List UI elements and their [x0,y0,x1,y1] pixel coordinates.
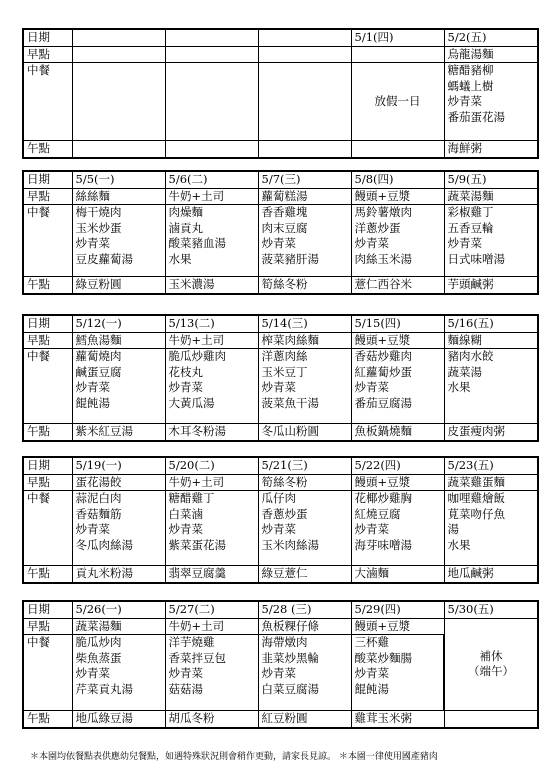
date-cell: 5/29(四) [351,601,444,618]
lunch-cell-line: 香菇麵筋 [75,506,122,521]
snack-cell: 地瓜綠豆湯 [72,711,165,728]
row-label-snack: 午點 [23,566,72,583]
row-label-date: 日期 [23,171,72,188]
breakfast-cell [258,46,351,63]
lunch-cell [258,205,351,277]
lunch-cell [258,491,351,566]
lunch-cell-line: 酸菜豬血湯 [168,236,226,250]
lunch-cell-line: 脆瓜炒雞肉 [168,349,226,363]
date-cell: 5/13(二) [165,315,258,332]
lunch-cell-line: 紫菜蛋花湯 [168,537,226,552]
lunch-cell-line: 肉絲玉米湯 [354,251,412,266]
date-cell [72,29,165,46]
breakfast-cell: 牛奶+土司 [165,618,258,635]
breakfast-cell: 蛋花湯餃 [72,474,165,491]
lunch-cell-line: 番茄豆腐湯 [354,395,412,410]
lunch-cell-line: 紅蘿蔔炒蛋 [354,364,412,379]
lunch-cell [258,63,351,141]
snack-cell: 紅豆粉圓 [258,711,351,728]
snack-cell: 玉米濃湯 [165,277,258,294]
lunch-cell-line: 炒青菜 [168,522,203,536]
lunch-cell-line: 炒青菜 [261,522,296,536]
lunch-cell-line: 鹹蛋豆腐 [75,364,122,379]
lunch-cell [165,349,258,424]
lunch-cell-line: 豆皮蘿蔔湯 [75,251,133,266]
breakfast-cell: 烏龍湯麵 [444,46,538,63]
row-label-lunch: 中餐 [23,635,72,711]
date-cell: 5/2(五) [444,29,538,46]
lunch-cell-line: 湯 [447,522,459,536]
date-cell: 5/1(四) [351,29,444,46]
lunch-cell-line: 大黃瓜湯 [168,395,215,410]
lunch-cell-line: 炒青菜 [261,236,296,250]
lunch-cell-line: 梅干燒肉 [75,205,122,219]
snack-cell: 筍絲冬粉 [258,277,351,294]
date-cell: 5/16(五) [444,315,538,332]
holiday-cell: 放假一日 [351,63,444,141]
date-cell: 5/22(四) [351,457,444,474]
lunch-cell-line: 瓜仔肉 [261,491,296,505]
date-cell: 5/5(一) [72,171,165,188]
lunch-cell-line: 咖哩雞燴飯 [447,491,505,505]
lunch-cell-line: 五香豆輪 [447,220,494,235]
date-cell: 5/26(一) [72,601,165,618]
lunch-cell-line: 番茄蛋花湯 [447,109,505,124]
row-label-breakfast: 早點 [23,188,72,205]
date-cell: 5/9(五) [444,171,538,188]
lunch-cell-line: 炒青菜 [261,380,296,394]
breakfast-cell: 牛奶+土司 [165,332,258,349]
date-cell: 5/23(五) [444,457,538,474]
date-cell: 5/27(二) [165,601,258,618]
snack-cell: 紫米紅豆湯 [72,424,165,441]
lunch-cell-line: 炒青菜 [75,666,110,680]
lunch-cell-line: 莧菜吻仔魚 [447,506,505,521]
lunch-cell-line: 菠菜豬肝湯 [261,251,319,266]
rest-day-cell-line: 補休 [479,648,503,663]
lunch-cell-line: 洋蔥肉絲 [261,349,308,363]
lunch-cell-line: 炒青菜 [447,236,482,250]
breakfast-cell: 筍絲冬粉 [258,474,351,491]
rest-day-cell-line: （端午） [468,664,514,679]
breakfast-cell: 牛奶+土司 [165,188,258,205]
snack-cell: 翡翠豆腐羹 [165,566,258,583]
lunch-cell [72,63,165,141]
date-cell: 5/28 (三) [258,601,351,618]
snack-cell: 冬瓜山粉圓 [258,424,351,441]
row-label-date: 日期 [23,457,72,474]
date-cell: 5/14(三) [258,315,351,332]
snack-cell [72,141,165,158]
lunch-cell-line: 白菜滷 [168,506,203,521]
snack-cell: 海鮮粥 [444,141,538,158]
lunch-cell-line: 螞蟻上樹 [447,78,494,93]
lunch-cell-line: 香菇炒雞肉 [354,349,412,363]
breakfast-cell: 饅頭+豆漿 [351,332,444,349]
lunch-cell-line: 紅燒豆腐 [354,506,401,521]
lunch-cell-line: 香香雞塊 [261,205,308,219]
snack-cell: 雞茸玉米粥 [351,711,444,728]
date-cell [165,29,258,46]
week-table [22,170,539,295]
lunch-cell-line: 菠菜魚干湯 [261,395,319,410]
week-table [22,28,539,159]
lunch-cell-line: 香菜拌豆包 [168,650,226,665]
date-cell: 5/8(四) [351,171,444,188]
date-cell: 5/19(一) [72,457,165,474]
breakfast-cell: 蘿蔔糕湯 [258,188,351,205]
date-cell: 5/6(二) [165,171,258,188]
lunch-cell-line: 炒青菜 [168,666,203,680]
lunch-cell-line: 洋芋燒雞 [168,635,215,649]
snack-cell: 大滷麵 [351,566,444,583]
lunch-cell-line: 冬瓜肉絲湯 [75,537,133,552]
breakfast-cell: 魚板粿仔條 [258,618,351,635]
breakfast-cell: 蔬菜湯麵 [72,618,165,635]
lunch-cell-line: 蘿蔔燒肉 [75,349,122,363]
date-cell: 5/20(二) [165,457,258,474]
lunch-cell-line: 炒青菜 [354,522,389,536]
snack-cell [351,141,444,158]
lunch-cell-line: 蔬菜湯 [447,364,482,379]
snack-cell: 綠豆薏仁 [258,566,351,583]
row-label-lunch: 中餐 [23,205,72,277]
lunch-cell-line: 韭菜炒黑輪 [261,650,319,665]
lunch-cell-line: 柴魚蒸蛋 [75,650,122,665]
lunch-cell-line: 彩椒雞丁 [447,205,494,219]
breakfast-cell: 蔬菜雞蛋麵 [444,474,538,491]
lunch-cell [72,491,165,566]
lunch-cell-line: 香蔥炒蛋 [261,506,308,521]
lunch-cell [351,205,444,277]
date-cell: 5/21(三) [258,457,351,474]
lunch-cell-line: 酸菜炒麵腸 [354,650,412,665]
snack-cell: 薏仁西谷米 [351,277,444,294]
snack-cell: 胡瓜冬粉 [165,711,258,728]
lunch-cell-line: 炒青菜 [354,236,389,250]
lunch-cell-line: 白菜豆腐湯 [261,681,319,696]
breakfast-cell: 榨菜肉絲麵 [258,332,351,349]
snack-cell: 皮蛋瘦肉粥 [444,424,538,441]
snack-cell [258,141,351,158]
lunch-cell-line: 糖醋雞丁 [168,491,215,505]
lunch-cell-line: 花枝丸 [168,364,203,379]
lunch-cell-line: 炒青菜 [261,666,296,680]
row-label-lunch: 中餐 [23,63,72,141]
row-label-lunch: 中餐 [23,349,72,424]
row-label-lunch: 中餐 [23,491,72,566]
snack-cell: 魚板鍋燒麵 [351,424,444,441]
lunch-cell-line: 水果 [168,251,192,266]
lunch-cell [258,349,351,424]
lunch-cell-line: 玉米肉絲湯 [261,537,319,552]
lunch-cell-line: 花椰炒雞胸 [354,491,412,505]
lunch-cell [351,491,444,566]
lunch-cell [258,635,351,711]
lunch-cell [444,205,538,277]
breakfast-cell [351,46,444,63]
row-label-breakfast: 早點 [23,618,72,635]
date-cell: 5/12(一) [72,315,165,332]
row-label-date: 日期 [23,601,72,618]
lunch-cell-line: 肉末豆腐 [261,220,308,235]
breakfast-cell [72,46,165,63]
breakfast-cell: 鱈魚湯麵 [72,332,165,349]
lunch-cell-line: 菇菇湯 [168,681,203,696]
lunch-cell-line: 日式味噌湯 [447,251,505,266]
lunch-cell-line: 炒青菜 [354,666,389,680]
lunch-cell [165,635,258,711]
snack-cell: 地瓜鹹粥 [444,566,538,583]
lunch-cell-line: 水果 [447,537,471,552]
rest-day-cell [444,618,538,711]
row-label-breakfast: 早點 [23,474,72,491]
snack-cell [165,141,258,158]
lunch-cell-line: 餛飩湯 [75,395,110,410]
lunch-cell-line: 海芽味噌湯 [354,537,412,552]
lunch-cell [165,63,258,141]
lunch-cell-line: 炒青菜 [75,522,110,536]
breakfast-cell: 牛奶+土司 [165,474,258,491]
breakfast-cell: 絲絲麵 [72,188,165,205]
snack-cell: 芋頭鹹粥 [444,277,538,294]
lunch-cell [444,63,538,141]
row-label-snack: 午點 [23,424,72,441]
lunch-cell [444,491,538,566]
date-cell: 5/15(四) [351,315,444,332]
row-label-breakfast: 早點 [23,332,72,349]
lunch-cell-line: 海帶燉肉 [261,635,308,649]
lunch-cell [444,349,538,424]
lunch-cell [165,491,258,566]
date-cell: 5/30(五) [444,601,538,618]
lunch-cell-line: 玉米炒蛋 [75,220,122,235]
lunch-cell-line: 馬鈴薯燉肉 [354,205,412,219]
row-label-breakfast: 早點 [23,46,72,63]
lunch-cell [165,205,258,277]
lunch-cell-line: 三杯雞 [354,635,389,649]
lunch-cell [72,349,165,424]
lunch-cell-line: 滷貢丸 [168,220,203,235]
week-table [22,600,539,729]
lunch-cell-line: 炒青菜 [354,380,389,394]
lunch-cell-line: 水果 [447,380,471,394]
lunch-cell [72,635,165,711]
breakfast-cell [165,46,258,63]
row-label-snack: 午點 [23,141,72,158]
week-table [22,314,539,442]
lunch-cell-line: 炒青菜 [168,380,203,394]
lunch-cell-line: 洋蔥炒蛋 [354,220,401,235]
breakfast-cell: 饅頭+豆漿 [351,618,444,635]
lunch-cell-line: 炒青菜 [75,380,110,394]
row-label-snack: 午點 [23,277,72,294]
lunch-cell-line: 餛飩湯 [354,681,389,696]
lunch-cell-line: 脆瓜炒肉 [75,635,122,649]
snack-cell: 木耳冬粉湯 [165,424,258,441]
breakfast-cell: 蔬菜湯麵 [444,188,538,205]
breakfast-cell: 麵線糊 [444,332,538,349]
lunch-cell-line: 炒青菜 [75,236,110,250]
footnote: ＊本園均依餐點表供應幼兒餐點，如遇特殊狀況則會稍作更動，請家長見諒。 ＊本園一律使用國產豬肉 [30,752,438,762]
lunch-cell [72,205,165,277]
row-label-snack: 午點 [23,711,72,728]
date-cell [258,29,351,46]
breakfast-cell: 饅頭+豆漿 [351,474,444,491]
lunch-cell [351,349,444,424]
lunch-cell-line: 蒜泥白肉 [75,491,122,505]
lunch-cell [351,635,444,711]
breakfast-cell: 饅頭+豆漿 [351,188,444,205]
snack-cell: 綠豆粉圓 [72,277,165,294]
date-cell: 5/7(三) [258,171,351,188]
snack-cell [444,711,538,728]
lunch-cell-line: 肉燥麵 [168,205,203,219]
row-label-date: 日期 [23,315,72,332]
row-label-date: 日期 [23,29,72,46]
lunch-cell-line: 炒青菜 [447,94,482,108]
week-table [22,456,539,584]
lunch-cell-line: 玉米豆丁 [261,364,308,379]
lunch-cell-line: 芹菜貢丸湯 [75,681,133,696]
lunch-cell-line: 豬肉水餃 [447,349,494,363]
snack-cell: 貢丸米粉湯 [72,566,165,583]
lunch-cell-line: 糖醋豬柳 [447,63,494,77]
